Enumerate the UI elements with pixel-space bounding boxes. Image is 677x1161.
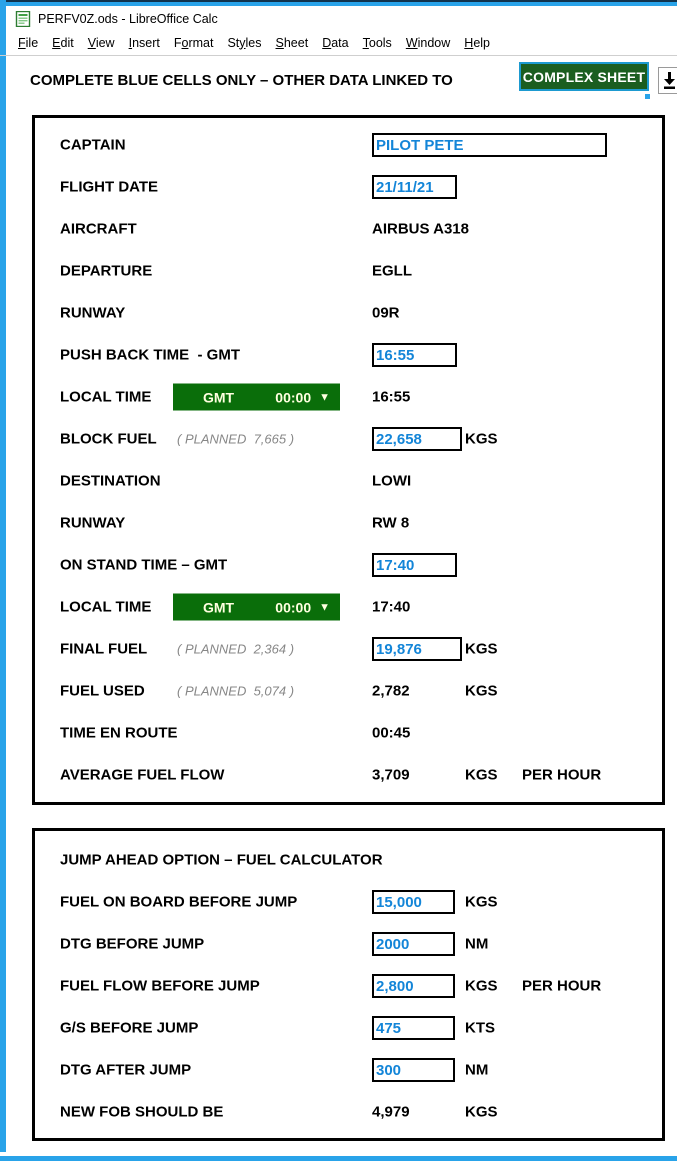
unit-label: KGS	[465, 1103, 498, 1121]
menu-data[interactable]: Data	[322, 35, 349, 50]
field-label: RUNWAY	[60, 514, 126, 532]
captain-input[interactable]	[372, 133, 607, 157]
row-captain	[35, 124, 662, 166]
field-label: DEPARTURE	[60, 262, 153, 280]
departure-value: EGLL	[372, 262, 412, 280]
field-label: FUEL FLOW BEFORE JUMP	[60, 977, 260, 995]
unit-label: KGS	[465, 893, 498, 911]
field-label: RUNWAY	[60, 304, 126, 322]
menu-edit[interactable]: Edit	[52, 35, 74, 50]
field-label: FLIGHT DATE	[60, 178, 159, 196]
new-fob-value: 4,979	[372, 1103, 410, 1121]
field-label: FUEL USED	[60, 682, 145, 700]
fob-before-jump-input[interactable]	[372, 890, 455, 914]
row-fuel-used	[35, 670, 662, 712]
field-label: LOCAL TIME	[60, 598, 152, 616]
unit-label: KGS	[465, 766, 498, 784]
destination-value: LOWI	[372, 472, 412, 490]
unit-label: NM	[465, 935, 489, 953]
chevron-down-icon: ▼	[319, 601, 330, 613]
combo-dropdown-control[interactable]	[658, 67, 677, 94]
gs-before-jump-input[interactable]	[372, 1016, 455, 1040]
arrival-local-time-value: 17:40	[372, 598, 411, 616]
menu-insert[interactable]: Insert	[128, 35, 160, 50]
unit-label: KGS	[465, 430, 498, 448]
dtg-after-jump-input[interactable]	[372, 1058, 455, 1082]
selection-handle[interactable]	[645, 94, 650, 99]
row-departure-local-time	[35, 376, 662, 418]
row-aircraft	[35, 208, 662, 250]
field-label: PUSH BACK TIME - GMT	[60, 346, 240, 364]
jump-calculator-panel	[32, 828, 665, 1141]
departure-runway-value: 09R	[372, 304, 400, 322]
menu-sheet[interactable]: Sheet	[275, 35, 309, 50]
unit-label: KTS	[465, 1019, 495, 1037]
fuel-flow-before-jump-input[interactable]	[372, 974, 455, 998]
window-border-left	[0, 0, 6, 1152]
panel-title: JUMP AHEAD OPTION – FUEL CALCULATOR	[60, 851, 383, 869]
jump-calculator-title-row	[35, 839, 662, 881]
menubar	[6, 31, 677, 54]
chevron-down-icon: ▼	[319, 391, 330, 403]
unit-label: NM	[465, 1061, 489, 1079]
row-departure	[35, 250, 662, 292]
menu-separator	[0, 55, 677, 56]
row-dtg-before-jump	[35, 923, 662, 965]
field-label: AVERAGE FUEL FLOW	[60, 766, 225, 784]
final-fuel-input[interactable]	[372, 637, 462, 661]
unit-label: KGS	[465, 682, 498, 700]
row-block-fuel	[35, 418, 662, 460]
arrival-runway-value: RW 8	[372, 514, 410, 532]
departure-local-time-value: 16:55	[372, 388, 411, 406]
calc-document-icon	[15, 11, 31, 27]
per-hour-label: PER HOUR	[522, 977, 602, 995]
time-en-route-value: 00:45	[372, 724, 411, 742]
timezone-offset: 00:00	[275, 599, 312, 615]
row-fuel-flow-before-jump	[35, 965, 662, 1007]
instruction-text: COMPLETE BLUE CELLS ONLY – OTHER DATA LINKED TO	[30, 72, 453, 89]
aircraft-value: AIRBUS A318	[372, 220, 469, 238]
row-destination	[35, 460, 662, 502]
row-flight-date	[35, 166, 662, 208]
row-arrival-local-time	[35, 586, 662, 628]
on-stand-time-input[interactable]	[372, 553, 457, 577]
row-on-stand-time	[35, 544, 662, 586]
field-label: FINAL FUEL	[60, 640, 148, 658]
field-label: DTG BEFORE JUMP	[60, 935, 205, 953]
push-back-time-input[interactable]	[372, 343, 457, 367]
average-fuel-flow-value: 3,709	[372, 766, 410, 784]
block-fuel-input[interactable]	[372, 427, 462, 451]
menu-file[interactable]: File	[18, 35, 39, 50]
planned-note: ( PLANNED 7,665 )	[177, 431, 295, 447]
field-label: ON STAND TIME – GMT	[60, 556, 228, 574]
row-new-fob	[35, 1091, 662, 1133]
title-bar	[6, 6, 677, 31]
field-label: CAPTAIN	[60, 136, 126, 154]
dropdown-arrow-to-line-icon	[662, 71, 677, 90]
timezone-label: GMT	[203, 599, 235, 615]
window-title: PERFV0Z.ods - LibreOffice Calc	[38, 11, 218, 26]
field-label: TIME EN ROUTE	[60, 724, 178, 742]
menu-window[interactable]: Window	[405, 35, 451, 50]
field-label: DTG AFTER JUMP	[60, 1061, 192, 1079]
planned-note: ( PLANNED 2,364 )	[177, 641, 295, 657]
menu-view[interactable]: View	[87, 35, 115, 50]
field-label: FUEL ON BOARD BEFORE JUMP	[60, 893, 298, 911]
complex-sheet-button[interactable]: COMPLEX SHEET	[519, 62, 649, 91]
flight-date-input[interactable]	[372, 175, 457, 199]
fuel-used-value: 2,782	[372, 682, 410, 700]
row-push-back-time	[35, 334, 662, 376]
row-departure-runway	[35, 292, 662, 334]
field-label: AIRCRAFT	[60, 220, 137, 238]
row-average-fuel-flow	[35, 754, 662, 796]
arrival-timezone-dropdown[interactable]	[173, 594, 340, 621]
menu-format[interactable]: Format	[173, 35, 214, 50]
menu-help[interactable]: Help	[464, 35, 491, 50]
field-label: NEW FOB SHOULD BE	[60, 1103, 224, 1121]
planned-note: ( PLANNED 5,074 )	[177, 683, 295, 699]
row-arrival-runway	[35, 502, 662, 544]
field-label: DESTINATION	[60, 472, 161, 490]
departure-timezone-dropdown[interactable]	[173, 384, 340, 411]
menu-styles[interactable]: Styles	[227, 35, 262, 50]
menu-tools[interactable]: Tools	[362, 35, 392, 50]
timezone-offset: 00:00	[275, 389, 312, 405]
unit-label: KGS	[465, 977, 498, 995]
timezone-label: GMT	[203, 389, 235, 405]
row-time-en-route	[35, 712, 662, 754]
per-hour-label: PER HOUR	[522, 766, 602, 784]
unit-label: KGS	[465, 640, 498, 658]
row-gs-before-jump	[35, 1007, 662, 1049]
row-fob-before-jump	[35, 881, 662, 923]
row-final-fuel	[35, 628, 662, 670]
field-label: LOCAL TIME	[60, 388, 152, 406]
dtg-before-jump-input[interactable]	[372, 932, 455, 956]
flight-data-panel	[32, 115, 665, 805]
row-dtg-after-jump	[35, 1049, 662, 1091]
field-label: G/S BEFORE JUMP	[60, 1019, 199, 1037]
window-border-bottom	[0, 1156, 677, 1161]
field-label: BLOCK FUEL	[60, 430, 157, 448]
